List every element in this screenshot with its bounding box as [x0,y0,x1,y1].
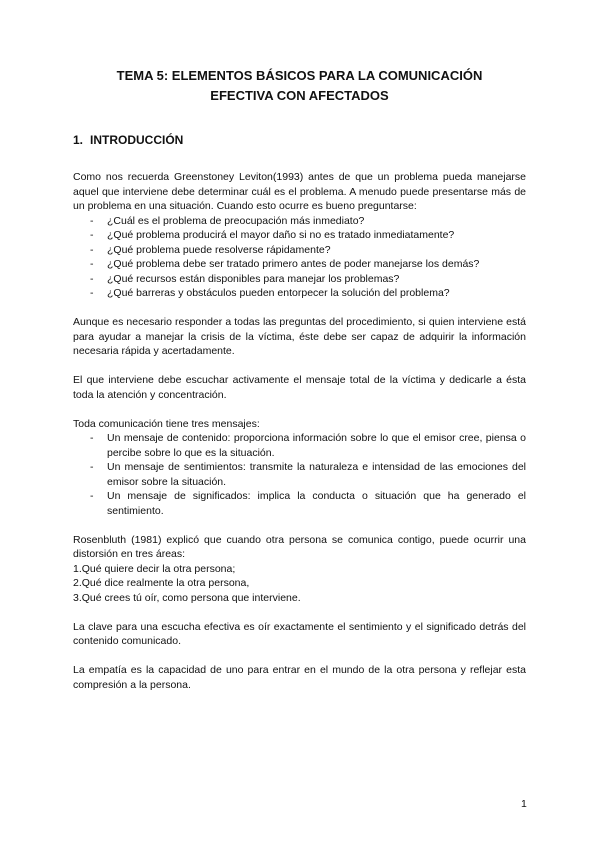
messages-list [73,431,526,518]
distortion-areas [73,562,526,606]
list-item: - Un mensaje de contenido: proporciona información sobre lo que el emisor cree, piensa o percibe sobre lo que es la situación. [90,432,526,459]
page-number: 1 [521,798,527,810]
list-item: 1.Qué quiere decir la otra persona; [73,562,236,575]
document-title [73,66,526,106]
paragraph-intro: Como nos recuerda Greenstoney Leviton(1993) antes de que un problema pueda manejarse aquel que interviene debe determinar cuál es el problema. A menudo puede presentarse más de un problema en una situación. Cuando esto ocurre es bueno preguntarse: [73,171,526,212]
list-item: - ¿Qué problema debe ser tratado primero antes de poder manejarse los demás? [90,258,480,270]
list-item: - ¿Qué recursos están disponibles para manejar los problemas? [90,272,400,285]
title-line-1: TEMA 5: ELEMENTOS BÁSICOS PARA LA COMUNICACIÓN [116,68,483,83]
list-item: 2.Qué dice realmente la otra persona, [73,577,250,589]
section-heading [73,132,526,148]
section-number: 1. [73,133,84,147]
paragraph-listening: El que interviene debe escuchar activamente el mensaje total de la víctima y dedicarle a ésta toda la atención y concentración. [73,374,526,401]
paragraph-messages: Toda comunicación tiene tres mensajes: [73,417,260,430]
list-item: - Un mensaje de sentimientos: transmite la naturaleza e intensidad de las emociones del emisor sobre la situación. [90,461,526,488]
list-item: - ¿Cuál es el problema de preocupación más inmediato? [90,214,365,227]
title-line-2: EFECTIVA CON AFECTADOS [210,88,389,103]
questions-list [73,214,526,301]
list-item: 3.Qué crees tú oír, como persona que interviene. [73,591,301,604]
list-item: - ¿Qué problema producirá el mayor daño si no es tratado inmediatamente? [90,229,455,241]
paragraph-procedure: Aunque es necesario responder a todas las preguntas del procedimiento, si quien interviene está para ayudar a manejar la crisis de la víctima, éste debe ser capaz de adquirir la información necesaria rápida y acertadamente. [73,316,526,357]
document-page [73,66,526,707]
list-item: - Un mensaje de significados: implica la conducta o situación que ha generado el sentimiento. [90,490,526,517]
list-item: - ¿Qué problema puede resolverse rápidamente? [90,243,331,256]
list-item: - ¿Qué barreras y obstáculos pueden entorpecer la solución del problema? [90,287,450,299]
paragraph-empathy: La empatía es la capacidad de uno para entrar en el mundo de la otra persona y reflejar esta compresión a la persona. [73,664,526,691]
paragraph-key: La clave para una escucha efectiva es oír exactamente el sentimiento y el significado detrás del contenido comunicado. [73,620,526,647]
paragraph-rosenbluth: Rosenbluth (1981) explicó que cuando otra persona se comunica contigo, puede ocurrir una distorsión en tres áreas: [73,533,526,560]
section-title: INTRODUCCIÓN [90,133,184,147]
